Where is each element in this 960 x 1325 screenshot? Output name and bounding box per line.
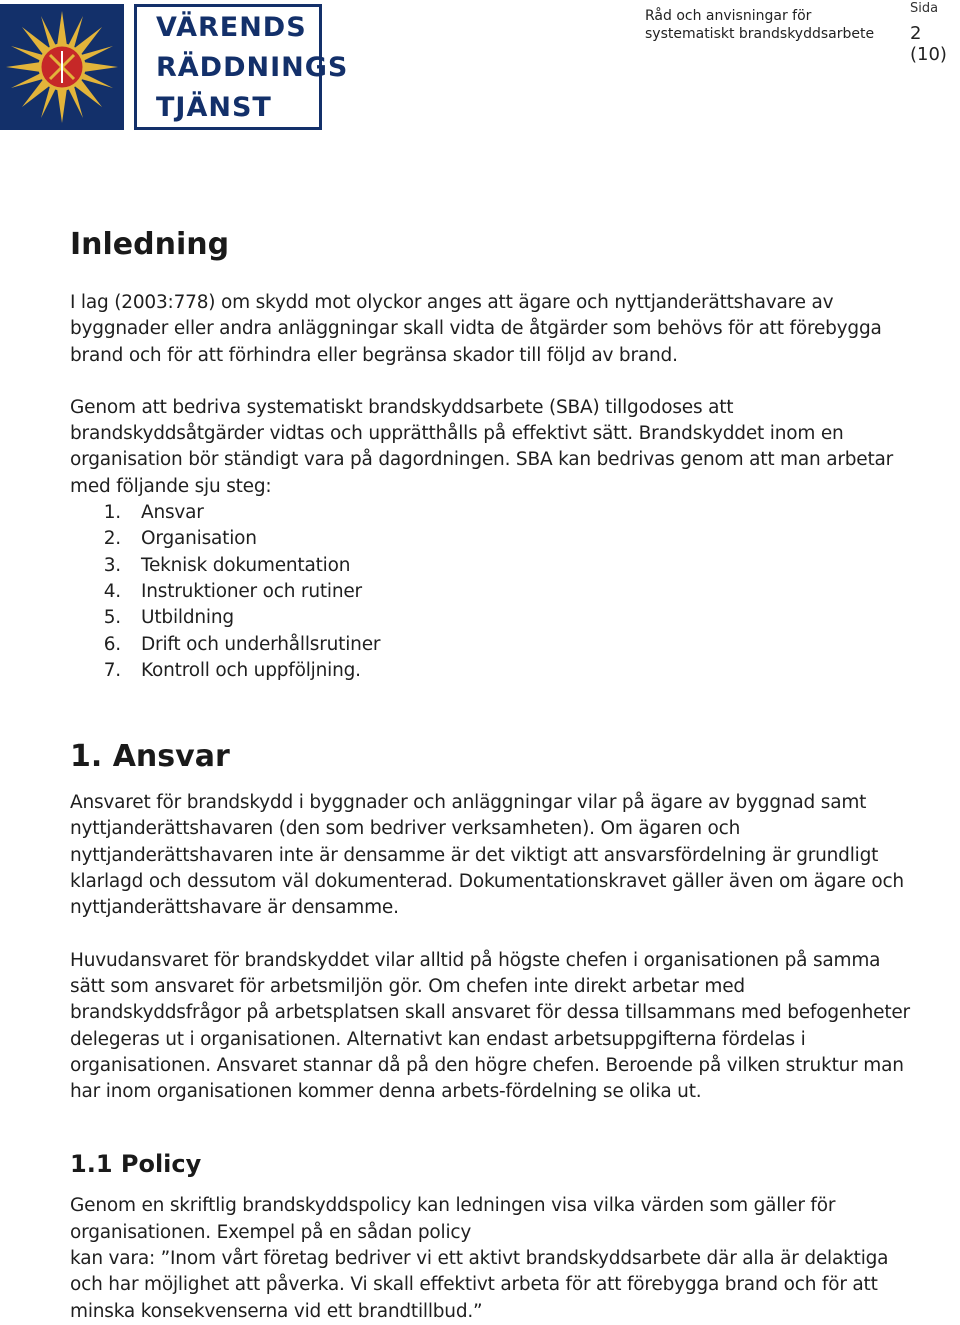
steps-list bbox=[70, 500, 920, 684]
document-body bbox=[70, 222, 920, 1325]
list-item: 5. Utbildning bbox=[103, 607, 234, 629]
section-heading-inledning: Inledning bbox=[70, 227, 230, 262]
star-emblem-icon bbox=[0, 4, 124, 130]
page-label: Sida bbox=[910, 1, 939, 16]
list-item: 3. Teknisk dokumentation bbox=[103, 554, 351, 576]
section-heading-ansvar: 1. Ansvar bbox=[70, 739, 230, 775]
organization-logo bbox=[0, 4, 349, 130]
logo-wordmark bbox=[134, 4, 349, 130]
logo-line-1: VÄRENDS bbox=[156, 12, 307, 43]
page-number: 2 (10) bbox=[910, 23, 947, 65]
logo-line-3: TJÄNST bbox=[156, 92, 272, 123]
list-item: 1. Ansvar bbox=[103, 502, 204, 524]
paragraph: I lag (2003:778) om skydd mot olyckor anges att ägare och nyttjanderättshavare av byggnader eller andra anläggningar skall vidta de åtgärder som behövs för att förebygga brand och för att förhindra eller begränsa skador till följd av brand. bbox=[70, 292, 882, 366]
paragraph: Huvudansvaret för brandskyddet vilar alltid på högste chefen i organisationen på samma sätt som ansvaret för arbetsmiljön gör. Om chefen inte direkt arbetar med brandskyddsfrågor på arbetsplatsen skall ansvaret för dessa tillsammans med befogenheter delegeras ut i organisationen. Alternativt kan endast arbetsuppgifterna fördelas i organisationen. Ansvaret stannar då på den högre chefen. Beroende på vilken struktur man har inom organisationen kommer denna arbets-fördelning se olika ut. bbox=[70, 949, 910, 1103]
subsection-heading-policy: 1.1 Policy bbox=[70, 1150, 202, 1179]
paragraph: Genom att bedriva systematiskt brandskyddsarbete (SBA) tillgodoses att brandskyddsåtgärder vidtas och upprätthålls på effektivt sätt. Brandskyddet inom en organisation bör ständigt vara på dagordningen. SBA kan bedrivas genom att man arbetar med följande sju steg: bbox=[70, 396, 894, 497]
list-item: 4. Instruktioner och rutiner bbox=[103, 580, 362, 602]
paragraph: kan vara: ”Inom vårt företag bedriver vi ett aktivt brandskyddsarbete där alla är delaktiga och har möjlighet att påverka. Vi skall effektivt arbeta för att förebygga brand och för att minska konsekvenserna vid ett brandtillbud.” bbox=[70, 1248, 889, 1322]
logo-line-2: RÄDDNINGS bbox=[156, 52, 349, 83]
paragraph: Ansvaret för brandskydd i byggnader och anläggningar vilar på ägare av byggnad samt nyttjanderättshavaren (den som bedriver verksamheten). Om ägaren och nyttjanderättshavaren inte är densamme är det viktigt att ansvarsfördelning är grundligt klarlagd och dessutom väl dokumenterad. Dokumentationskravet gäller även om ägare och nyttjanderättshavare är densamme. bbox=[70, 792, 904, 919]
list-item: 6. Drift och underhållsrutiner bbox=[103, 633, 381, 655]
list-item: 7. Kontroll och uppföljning. bbox=[103, 659, 361, 681]
paragraph: Genom en skriftlig brandskyddspolicy kan ledningen visa vilka värden som gäller för organisationen. Exempel på en sådan policy bbox=[70, 1195, 836, 1243]
list-item: 2. Organisation bbox=[103, 528, 257, 550]
document-title: Råd och anvisningar för systematiskt brandskyddsarbete bbox=[645, 8, 875, 42]
